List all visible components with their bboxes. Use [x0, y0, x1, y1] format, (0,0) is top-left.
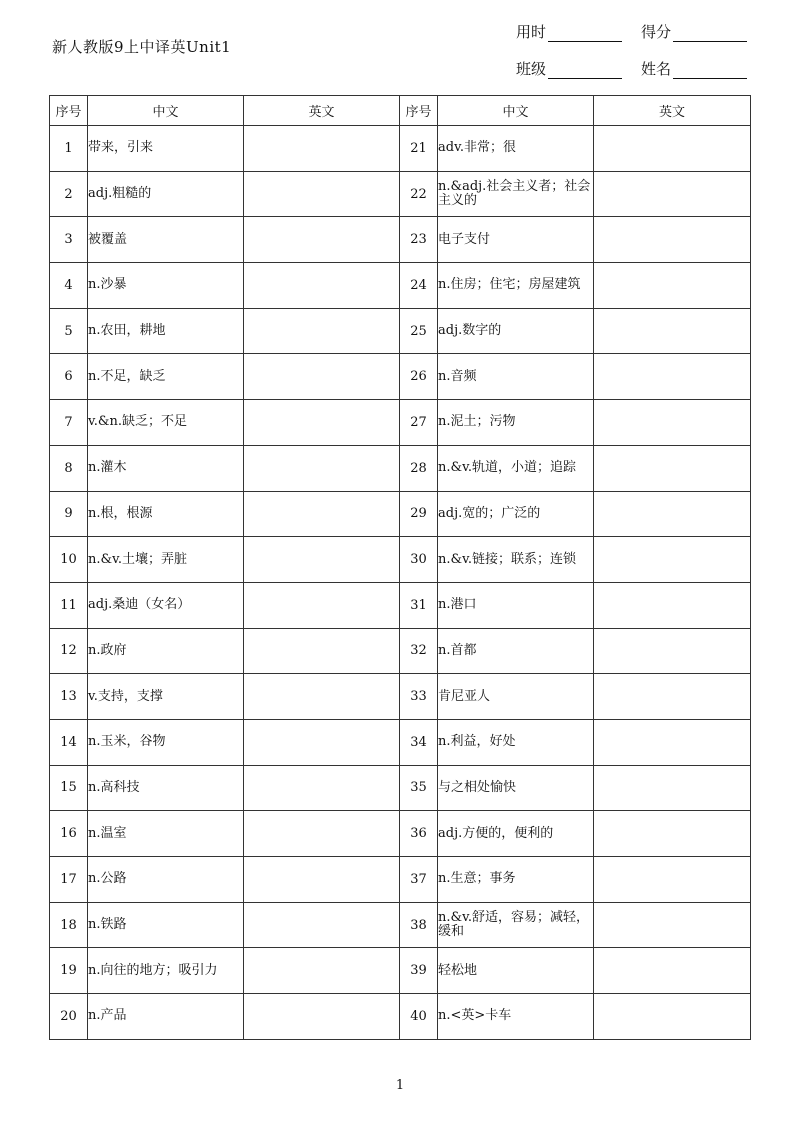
header-num-right: 序号	[400, 96, 438, 126]
chinese-term: adj.数字的	[438, 308, 594, 354]
chinese-term: n.政府	[88, 628, 244, 674]
time-field[interactable]	[516, 22, 641, 42]
chinese-term: n.<英>卡车	[438, 994, 594, 1040]
item-number: 33	[400, 674, 438, 720]
field-row-2	[516, 59, 756, 79]
chinese-term: n.&v.舒适，容易；减轻，缓和	[438, 902, 594, 948]
table-row	[50, 445, 751, 491]
english-answer-cell[interactable]	[244, 400, 400, 446]
chinese-term: 被覆盖	[88, 217, 244, 263]
table-row	[50, 994, 751, 1040]
english-answer-cell[interactable]	[594, 719, 751, 765]
chinese-term: v.&n.缺乏；不足	[88, 400, 244, 446]
field-row-1	[516, 22, 756, 42]
chinese-term: 与之相处愉快	[438, 765, 594, 811]
item-number: 5	[50, 308, 88, 354]
chinese-term: n.&v.土壤；弄脏	[88, 537, 244, 583]
header-zh-left: 中文	[88, 96, 244, 126]
item-number: 9	[50, 491, 88, 537]
item-number: 10	[50, 537, 88, 583]
table-row	[50, 765, 751, 811]
item-number: 34	[400, 719, 438, 765]
english-answer-cell[interactable]	[594, 857, 751, 903]
header-en-left: 英文	[244, 96, 400, 126]
english-answer-cell[interactable]	[244, 263, 400, 309]
item-number: 24	[400, 263, 438, 309]
english-answer-cell[interactable]	[594, 263, 751, 309]
english-answer-cell[interactable]	[244, 674, 400, 720]
english-answer-cell[interactable]	[244, 354, 400, 400]
table-row	[50, 857, 751, 903]
english-answer-cell[interactable]	[594, 811, 751, 857]
chinese-term: n.&adj.社会主义者；社会主义的	[438, 171, 594, 217]
chinese-term: n.泥土；污物	[438, 400, 594, 446]
item-number: 22	[400, 171, 438, 217]
vocabulary-table	[49, 95, 751, 1040]
header-num-left: 序号	[50, 96, 88, 126]
item-number: 7	[50, 400, 88, 446]
chinese-term: adj.粗糙的	[88, 171, 244, 217]
item-number: 1	[50, 126, 88, 172]
table-row	[50, 354, 751, 400]
table-row	[50, 811, 751, 857]
item-number: 32	[400, 628, 438, 674]
table-row	[50, 537, 751, 583]
chinese-term: n.港口	[438, 582, 594, 628]
item-number: 14	[50, 719, 88, 765]
chinese-term: n.铁路	[88, 902, 244, 948]
student-info-fields	[516, 22, 756, 96]
table-row	[50, 171, 751, 217]
table-header-row	[50, 96, 751, 126]
item-number: 17	[50, 857, 88, 903]
item-number: 27	[400, 400, 438, 446]
item-number: 29	[400, 491, 438, 537]
english-answer-cell[interactable]	[244, 902, 400, 948]
class-field[interactable]	[516, 59, 641, 79]
chinese-term: 肯尼亚人	[438, 674, 594, 720]
english-answer-cell[interactable]	[594, 126, 751, 172]
item-number: 31	[400, 582, 438, 628]
english-answer-cell[interactable]	[594, 628, 751, 674]
chinese-term: adj.方便的，便利的	[438, 811, 594, 857]
item-number: 6	[50, 354, 88, 400]
chinese-term: adv.非常；很	[438, 126, 594, 172]
english-answer-cell[interactable]	[244, 445, 400, 491]
english-answer-cell[interactable]	[594, 994, 751, 1040]
english-answer-cell[interactable]	[594, 354, 751, 400]
item-number: 20	[50, 994, 88, 1040]
item-number: 30	[400, 537, 438, 583]
english-answer-cell[interactable]	[244, 126, 400, 172]
english-answer-cell[interactable]	[244, 537, 400, 583]
item-number: 11	[50, 582, 88, 628]
chinese-term: n.沙暴	[88, 263, 244, 309]
english-answer-cell[interactable]	[594, 400, 751, 446]
worksheet-title: 新人教版9上中译英Unit1	[52, 38, 232, 56]
item-number: 28	[400, 445, 438, 491]
english-answer-cell[interactable]	[594, 171, 751, 217]
item-number: 40	[400, 994, 438, 1040]
item-number: 37	[400, 857, 438, 903]
item-number: 21	[400, 126, 438, 172]
item-number: 25	[400, 308, 438, 354]
chinese-term: 带来，引来	[88, 126, 244, 172]
english-answer-cell[interactable]	[244, 948, 400, 994]
chinese-term: n.生意；事务	[438, 857, 594, 903]
english-answer-cell[interactable]	[594, 445, 751, 491]
item-number: 36	[400, 811, 438, 857]
score-label: 得分	[641, 23, 672, 41]
item-number: 13	[50, 674, 88, 720]
table-row	[50, 308, 751, 354]
table-row	[50, 217, 751, 263]
item-number: 8	[50, 445, 88, 491]
chinese-term: n.&v.轨道，小道；追踪	[438, 445, 594, 491]
item-number: 18	[50, 902, 88, 948]
item-number: 15	[50, 765, 88, 811]
english-answer-cell[interactable]	[244, 857, 400, 903]
chinese-term: n.&v.链接；联系；连锁	[438, 537, 594, 583]
page-number: 1	[395, 1078, 405, 1093]
english-answer-cell[interactable]	[244, 811, 400, 857]
table-row	[50, 582, 751, 628]
chinese-term: n.住房；住宅；房屋建筑	[438, 263, 594, 309]
item-number: 3	[50, 217, 88, 263]
chinese-term: n.产品	[88, 994, 244, 1040]
chinese-term: n.农田，耕地	[88, 308, 244, 354]
chinese-term: v.支持，支撑	[88, 674, 244, 720]
chinese-term: n.公路	[88, 857, 244, 903]
english-answer-cell[interactable]	[594, 491, 751, 537]
english-answer-cell[interactable]	[594, 537, 751, 583]
item-number: 35	[400, 765, 438, 811]
chinese-term: n.玉米，谷物	[88, 719, 244, 765]
class-label: 班级	[516, 60, 547, 78]
chinese-term: n.高科技	[88, 765, 244, 811]
chinese-term: n.音频	[438, 354, 594, 400]
class-blank[interactable]	[548, 62, 622, 79]
english-answer-cell[interactable]	[594, 582, 751, 628]
item-number: 12	[50, 628, 88, 674]
header-en-right: 英文	[594, 96, 751, 126]
item-number: 38	[400, 902, 438, 948]
item-number: 19	[50, 948, 88, 994]
time-label: 用时	[516, 23, 547, 41]
english-answer-cell[interactable]	[244, 765, 400, 811]
english-answer-cell[interactable]	[244, 171, 400, 217]
item-number: 39	[400, 948, 438, 994]
table-row	[50, 628, 751, 674]
english-answer-cell[interactable]	[594, 902, 751, 948]
table-row	[50, 948, 751, 994]
table-row	[50, 263, 751, 309]
english-answer-cell[interactable]	[244, 491, 400, 537]
score-field[interactable]	[641, 22, 747, 42]
chinese-term: n.向往的地方；吸引力	[88, 948, 244, 994]
chinese-term: n.温室	[88, 811, 244, 857]
item-number: 16	[50, 811, 88, 857]
score-blank[interactable]	[673, 25, 747, 42]
chinese-term: adj.桑迪（女名）	[88, 582, 244, 628]
name-label: 姓名	[641, 60, 672, 78]
chinese-term: n.根，根源	[88, 491, 244, 537]
item-number: 23	[400, 217, 438, 263]
english-answer-cell[interactable]	[594, 217, 751, 263]
english-answer-cell[interactable]	[594, 308, 751, 354]
table-row	[50, 719, 751, 765]
table-row	[50, 400, 751, 446]
english-answer-cell[interactable]	[244, 582, 400, 628]
english-answer-cell[interactable]	[244, 719, 400, 765]
english-answer-cell[interactable]	[244, 308, 400, 354]
vocabulary-rows	[50, 126, 751, 1040]
table-row	[50, 491, 751, 537]
english-answer-cell[interactable]	[244, 217, 400, 263]
header-zh-right: 中文	[438, 96, 594, 126]
english-answer-cell[interactable]	[594, 765, 751, 811]
english-answer-cell[interactable]	[594, 674, 751, 720]
english-answer-cell[interactable]	[244, 994, 400, 1040]
name-blank[interactable]	[673, 62, 747, 79]
item-number: 26	[400, 354, 438, 400]
table-row	[50, 902, 751, 948]
english-answer-cell[interactable]	[244, 628, 400, 674]
item-number: 2	[50, 171, 88, 217]
item-number: 4	[50, 263, 88, 309]
chinese-term: n.首都	[438, 628, 594, 674]
table-row	[50, 126, 751, 172]
name-field[interactable]	[641, 59, 747, 79]
chinese-term: n.灌木	[88, 445, 244, 491]
chinese-term: 轻松地	[438, 948, 594, 994]
chinese-term: n.利益，好处	[438, 719, 594, 765]
english-answer-cell[interactable]	[594, 948, 751, 994]
chinese-term: 电子支付	[438, 217, 594, 263]
chinese-term: n.不足，缺乏	[88, 354, 244, 400]
time-blank[interactable]	[548, 25, 622, 42]
table-row	[50, 674, 751, 720]
chinese-term: adj.宽的；广泛的	[438, 491, 594, 537]
